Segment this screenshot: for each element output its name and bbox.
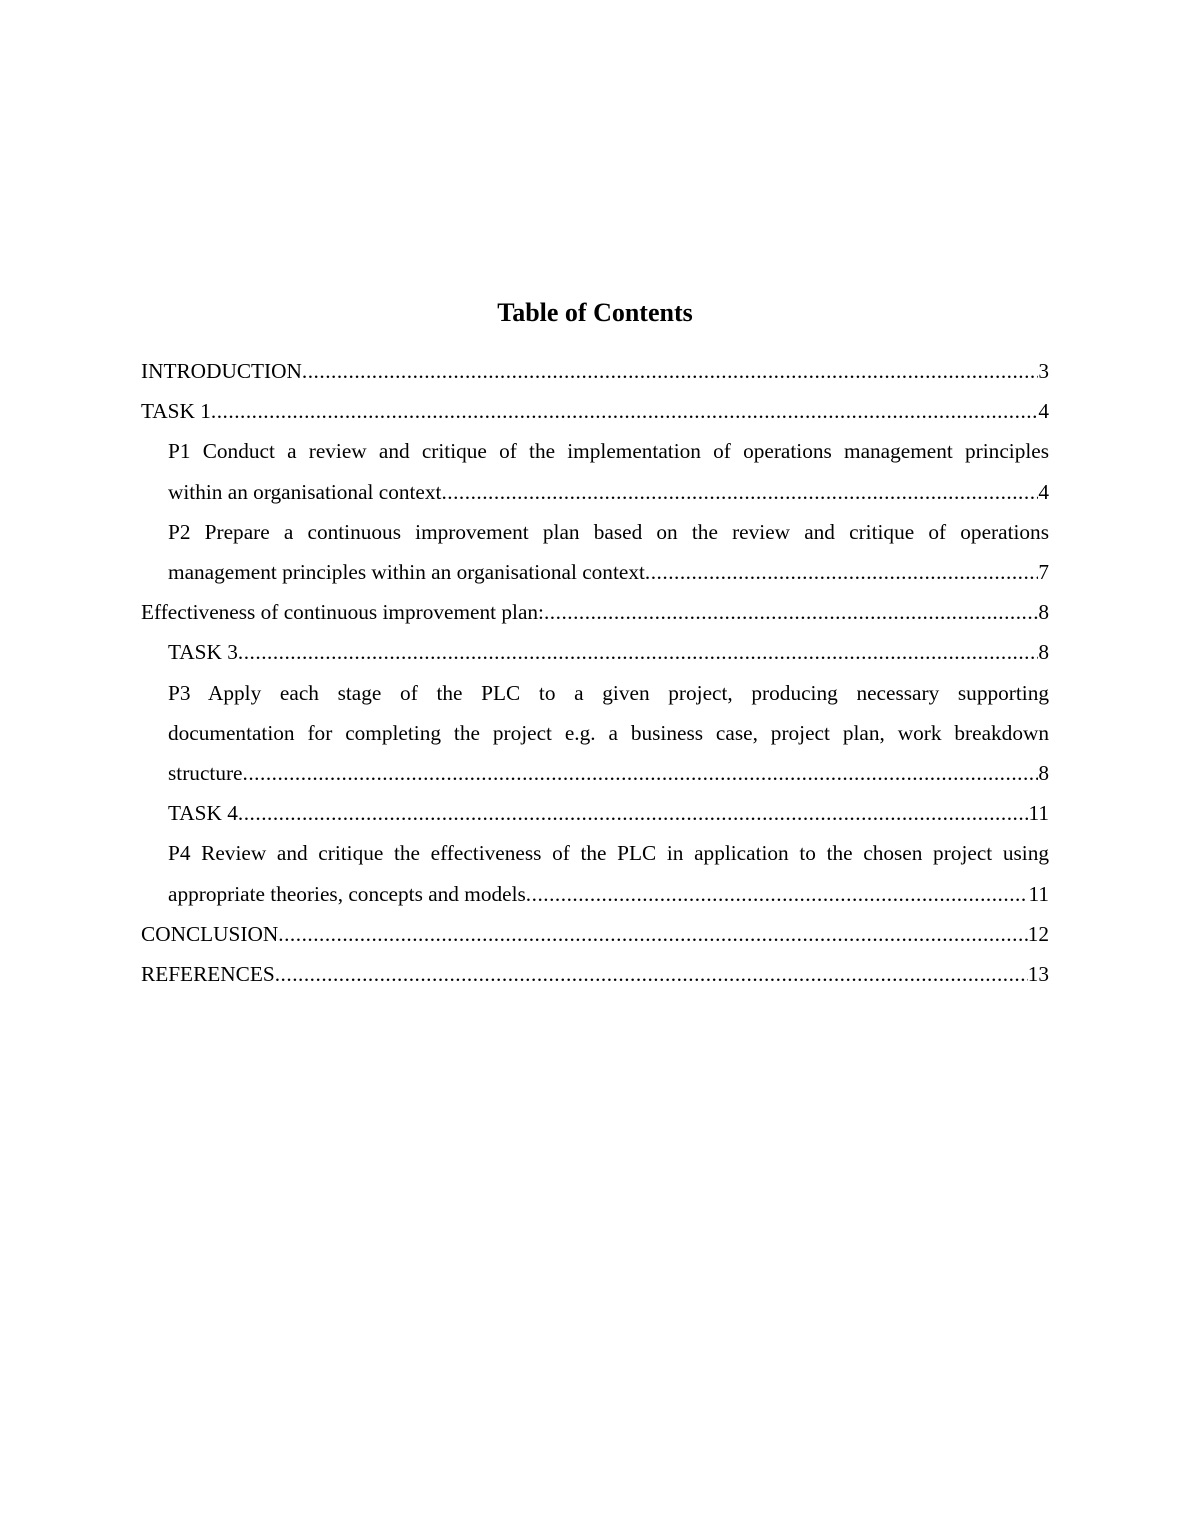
toc-entry-label: REFERENCES: [141, 962, 275, 987]
dot-leader: [238, 793, 1029, 833]
toc-entry-conclusion[interactable]: [141, 914, 1049, 954]
toc-entry-p2[interactable]: [141, 512, 1049, 592]
toc-page-number: 7: [1038, 560, 1049, 585]
toc-page-number: 8: [1038, 600, 1049, 625]
dot-leader: [278, 914, 1027, 954]
dot-leader: [243, 753, 1039, 793]
toc-entry-label: Effectiveness of continuous improvement plan:: [141, 600, 544, 625]
toc-entry-label: TASK 1: [141, 399, 211, 424]
toc-entry-label: CONCLUSION: [141, 921, 279, 946]
toc-entry-label-line: documentation for completing the project e.g. a business case, project plan, work breakdown: [168, 720, 1049, 745]
toc-page-number: 11: [1028, 801, 1049, 826]
dot-leader: [544, 592, 1038, 632]
dot-leader: [526, 874, 1029, 914]
toc-page-number: 4: [1038, 479, 1049, 504]
toc-entry-label: TASK 4: [168, 801, 238, 826]
toc-page-number: 13: [1027, 962, 1049, 987]
dot-leader: [441, 472, 1038, 512]
toc-entry-label-line: P3 Apply each stage of the PLC to a given project, producing necessary supporting: [168, 680, 1049, 705]
toc-page-number: 4: [1038, 399, 1049, 424]
toc-entry-p3[interactable]: [141, 673, 1049, 794]
toc-entry-label: within an organisational context: [168, 479, 442, 504]
dot-leader: [645, 552, 1038, 592]
dot-leader: [302, 351, 1038, 391]
dot-leader: [238, 632, 1038, 672]
dot-leader: [275, 954, 1028, 994]
toc-page-number: 12: [1027, 921, 1049, 946]
toc-page-number: 8: [1038, 640, 1049, 665]
toc-page-number: 8: [1038, 761, 1049, 786]
toc-entry-introduction[interactable]: [141, 351, 1049, 391]
toc-entry-effectiveness[interactable]: [141, 592, 1049, 632]
toc-entry-label: appropriate theories, concepts and models: [168, 881, 526, 906]
toc-entry-label: structure: [168, 761, 243, 786]
toc-page-number: 3: [1038, 359, 1049, 383]
toc-entry-p1[interactable]: [141, 431, 1049, 511]
toc-entry-p4[interactable]: [141, 833, 1049, 913]
toc-entry-label-line: P1 Conduct a review and critique of the implementation of operations management principles: [168, 439, 1049, 464]
toc-title: Table of Contents: [497, 298, 693, 327]
toc-entry-label: management principles within an organisational context: [168, 560, 645, 585]
toc-entry-label-line: P2 Prepare a continuous improvement plan based on the review and critique of operations: [168, 519, 1049, 544]
dot-leader: [211, 391, 1038, 431]
table-of-contents: [141, 351, 1049, 994]
toc-page-number: 11: [1028, 881, 1049, 906]
toc-entry-task-4[interactable]: [141, 793, 1049, 833]
toc-entry-task-1[interactable]: [141, 391, 1049, 431]
toc-entry-label-line: P4 Review and critique the effectiveness of the PLC in application to the chosen project using: [168, 841, 1049, 866]
toc-entry-task-3[interactable]: [141, 632, 1049, 672]
toc-entry-references[interactable]: [141, 954, 1049, 994]
toc-entry-label: INTRODUCTION: [141, 359, 302, 383]
toc-entry-label: TASK 3: [168, 640, 238, 665]
